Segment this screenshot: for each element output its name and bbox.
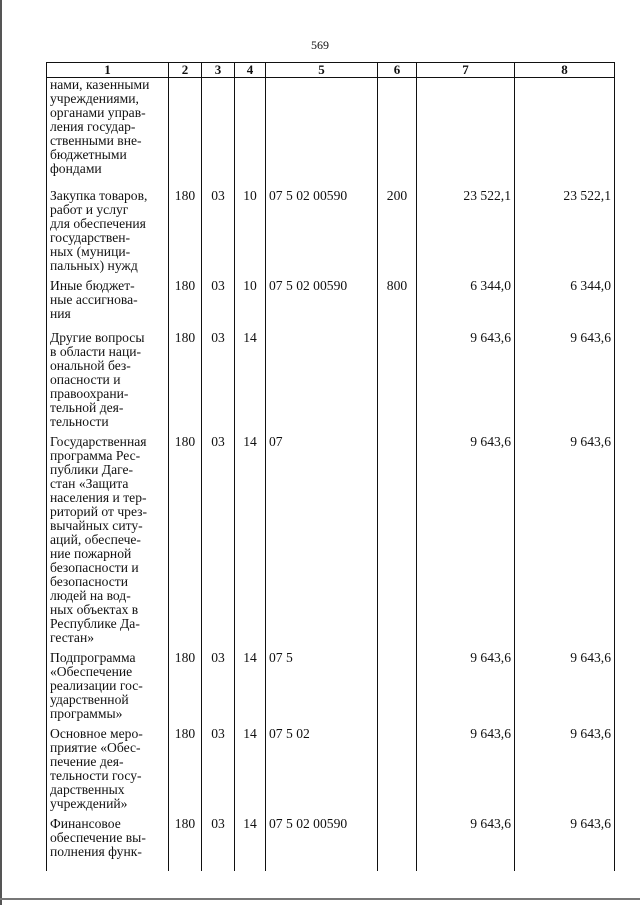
- row-name: Иные бюджет- ные ассигнова- ния: [47, 273, 169, 325]
- scan-bottom-edge: [0, 898, 640, 900]
- row-name: Финансовое обеспечение вы- полнения функ-: [47, 811, 169, 871]
- scan-left-edge: [0, 0, 2, 905]
- row-code-target: 07 5 02 00590: [266, 811, 378, 871]
- row-code-target: 07 5: [266, 645, 378, 721]
- row-code-target: [266, 325, 378, 429]
- row-amount-year-1: 9 643,6: [417, 325, 515, 429]
- row-code-target: [266, 78, 378, 183]
- header-row: [47, 63, 615, 78]
- row-code-subsection: 14: [235, 721, 266, 811]
- row-code-expense-type: [378, 721, 417, 811]
- row-code-expense-type: [378, 429, 417, 645]
- row-amount-year-2: [515, 78, 615, 183]
- header-col-8: 8: [515, 63, 615, 78]
- row-name: Основное меро- приятие «Обес- печение дея- тельности госу- дарственных учреждений»: [47, 721, 169, 811]
- row-code-subsection: 10: [235, 183, 266, 273]
- row-amount-year-2: 9 643,6: [515, 429, 615, 645]
- row-code-target: 07 5 02: [266, 721, 378, 811]
- row-code-section: 03: [202, 721, 235, 811]
- row-amount-year-1: 9 643,6: [417, 811, 515, 871]
- table-row: [47, 811, 615, 871]
- row-amount-year-1: 9 643,6: [417, 429, 515, 645]
- row-amount-year-1: 6 344,0: [417, 273, 515, 325]
- row-code-subsection: 14: [235, 645, 266, 721]
- row-code-target: 07: [266, 429, 378, 645]
- row-code-expense-type: 800: [378, 273, 417, 325]
- row-amount-year-2: 9 643,6: [515, 811, 615, 871]
- row-code-subsection: 14: [235, 429, 266, 645]
- header-col-4: 4: [235, 63, 266, 78]
- row-code-section: 03: [202, 645, 235, 721]
- row-code-ministry: 180: [169, 183, 202, 273]
- header-col-2: 2: [169, 63, 202, 78]
- row-code-expense-type: [378, 78, 417, 183]
- table-row: [47, 645, 615, 721]
- row-code-subsection: 10: [235, 273, 266, 325]
- row-amount-year-1: 23 522,1: [417, 183, 515, 273]
- row-code-expense-type: 200: [378, 183, 417, 273]
- row-code-section: [202, 78, 235, 183]
- table-row: [47, 273, 615, 325]
- row-code-ministry: 180: [169, 645, 202, 721]
- row-code-section: 03: [202, 183, 235, 273]
- budget-table-container: [46, 62, 614, 859]
- row-code-ministry: 180: [169, 811, 202, 871]
- row-code-section: 03: [202, 811, 235, 871]
- header-col-1: 1: [47, 63, 169, 78]
- row-code-section: 03: [202, 429, 235, 645]
- row-code-ministry: [169, 78, 202, 183]
- row-amount-year-1: 9 643,6: [417, 721, 515, 811]
- row-code-subsection: 14: [235, 811, 266, 871]
- table-row: [47, 183, 615, 273]
- row-amount-year-2: 9 643,6: [515, 325, 615, 429]
- row-code-ministry: 180: [169, 325, 202, 429]
- row-code-expense-type: [378, 325, 417, 429]
- header-col-3: 3: [202, 63, 235, 78]
- row-amount-year-1: [417, 78, 515, 183]
- header-col-7: 7: [417, 63, 515, 78]
- row-name: Закупка товаров, работ и услуг для обеспечения государствен- ных (муници- пальных) нужд: [47, 183, 169, 273]
- row-code-section: 03: [202, 325, 235, 429]
- row-amount-year-2: 9 643,6: [515, 645, 615, 721]
- row-code-target: 07 5 02 00590: [266, 273, 378, 325]
- row-amount-year-2: 9 643,6: [515, 721, 615, 811]
- row-name: нами, казенными учреждениями, органами управ- ления государ- ственными вне- бюджетными фондами: [47, 78, 169, 183]
- budget-table: [46, 62, 615, 871]
- row-amount-year-1: 9 643,6: [417, 645, 515, 721]
- header-col-5: 5: [266, 63, 378, 78]
- row-amount-year-2: 23 522,1: [515, 183, 615, 273]
- table-row: [47, 429, 615, 645]
- row-code-expense-type: [378, 645, 417, 721]
- row-name: Государственная программа Рес- публики Даге- стан «Защита населения и тер- риторий от чрез- вычайных ситу- аций, обеспече- ние пожарной безопасности и безопасности людей на вод- ных объектах в Республике Да- гестан»: [47, 429, 169, 645]
- row-code-expense-type: [378, 811, 417, 871]
- row-amount-year-2: 6 344,0: [515, 273, 615, 325]
- table-row: [47, 721, 615, 811]
- row-name: Другие вопросы в области наци- ональной без- опасности и правоохрани- тельной дея- тельности: [47, 325, 169, 429]
- row-code-section: 03: [202, 273, 235, 325]
- row-code-ministry: 180: [169, 429, 202, 645]
- row-code-ministry: 180: [169, 273, 202, 325]
- page-number: 569: [311, 38, 329, 52]
- row-code-ministry: 180: [169, 721, 202, 811]
- header-col-6: 6: [378, 63, 417, 78]
- table-body: [47, 78, 615, 871]
- row-code-subsection: [235, 78, 266, 183]
- table-row: [47, 78, 615, 183]
- table-row: [47, 325, 615, 429]
- row-name: Подпрограмма «Обеспечение реализации гос- ударственной программы»: [47, 645, 169, 721]
- row-code-target: 07 5 02 00590: [266, 183, 378, 273]
- row-code-subsection: 14: [235, 325, 266, 429]
